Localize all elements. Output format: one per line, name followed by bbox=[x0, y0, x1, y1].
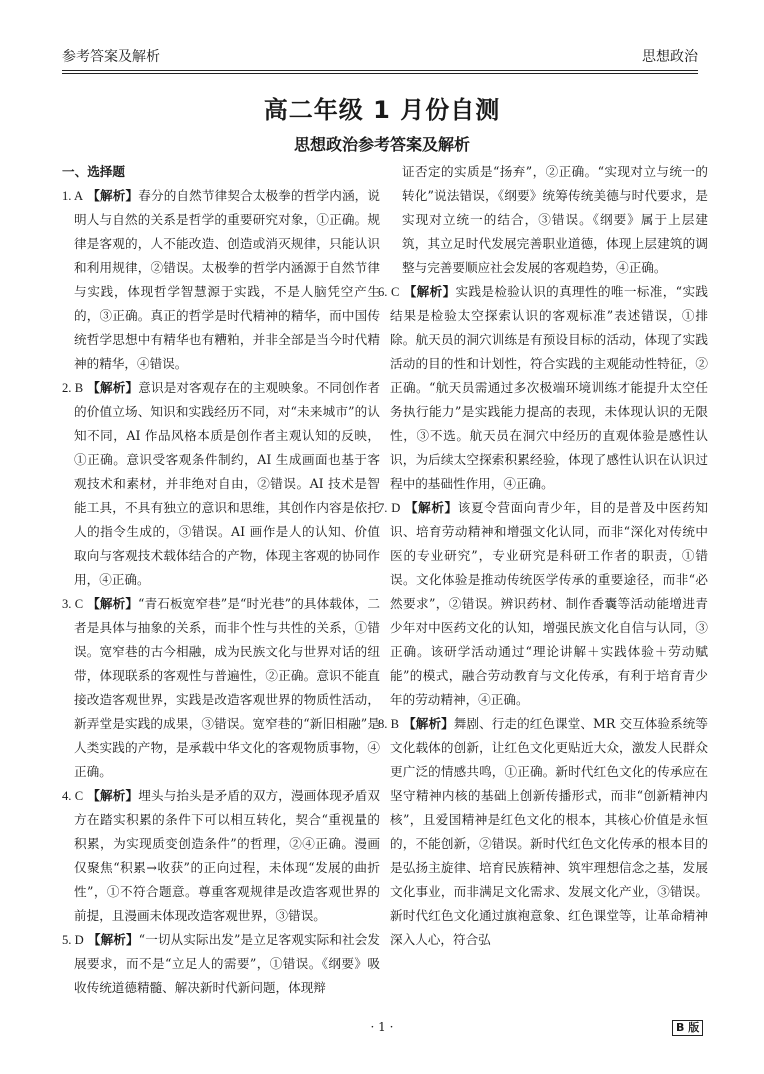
header-right-text: 思想政治 bbox=[642, 49, 698, 65]
left-column bbox=[62, 160, 380, 1000]
answer-text: 实践是检验认识的真理性的唯一标准，“实践结果是检验太空探索认识的客观标准”表述错误，①排除。航天员的洞穴训练是有预设目标的活动，体现了实践活动的目的性和计划性，符合实践的主观能动性特征，②正确。“航天员需通过多次极端环境训练才能提升太空任务执行能力”是实践能力提高的表现，未体现认识的无限性，③不选。航天员在洞穴中经历的直观体验是感性认识，为后续太空探索积累经验，体现了感性认识在认识过程中的基础性作用，④正确。 bbox=[390, 284, 708, 491]
section-heading: 一、选择题 bbox=[62, 164, 125, 179]
header-left-text: 参考答案及解析 bbox=[62, 49, 160, 65]
right-column bbox=[378, 160, 708, 952]
answer-text: 意识是对客观存在的主观映象。不同创作者的价值立场、知识和实践经历不同，对“未来城市”的认知不同，AI 作品风格本质是创作者主观认知的反映，①正确。意识受客观条件制约，AI 生成画面也基于客观技术和素材，并非绝对自由，②错误。AI 技术是智能工具，不具有独立的意识和思维，其创作内容是依托人的指令生成的，③错误。AI 画作是人的认知、价值取向与客观技术载体结合的产物，体现主客观的协同作用，④正确。 bbox=[74, 380, 381, 587]
answer-item-5 bbox=[62, 928, 380, 1000]
answer-item-3 bbox=[62, 592, 380, 784]
header-rule-thin bbox=[62, 73, 698, 74]
answer-item-5-continued: 证否定的实质是“扬弃”，②正确。“实现对立与统一的转化”说法错误，《纲要》统筹传统美德与时代要求，是实现对立统一的结合，③错误。《纲要》属于上层建筑，其立足时代发展完善职业道德，体现上层建筑的调整与完善要顺应社会发展的客观趋势，④正确。 bbox=[402, 164, 708, 275]
analysis-tag: 【解析】 bbox=[403, 284, 456, 299]
page-number: · 1 · bbox=[370, 1020, 394, 1034]
answer-number: 1. A bbox=[62, 189, 84, 203]
answer-text: “一切从实际出发”是立足客观实际和社会发展要求，而不是“立足人的需要”，①错误。《纲要》吸收传统道德精髓、解决新时代新问题，体现辩 bbox=[74, 932, 380, 995]
answer-number: 7. D bbox=[378, 501, 401, 515]
answer-item-7 bbox=[378, 496, 708, 712]
header-rule-thick bbox=[62, 70, 698, 71]
answer-item-6 bbox=[378, 280, 708, 496]
analysis-tag: 【解析】 bbox=[87, 788, 139, 803]
analysis-tag: 【解析】 bbox=[87, 596, 139, 611]
page-header bbox=[62, 46, 698, 66]
edition-badge: B 版 bbox=[672, 1020, 703, 1036]
answer-item-8 bbox=[378, 712, 708, 952]
page-title: 高二年级 1 月份自测 bbox=[263, 96, 501, 124]
answer-item-2 bbox=[62, 376, 380, 592]
answer-number: 2. B bbox=[62, 381, 84, 395]
answer-text: “青石板宽窄巷”是“时光巷”的具体载体，二者是具体与抽象的关系，而非个性与共性的关系，①错误。宽窄巷的古今相融，成为民族文化与世界对话的纽带，体现联系的客观性与普遍性，②正确。意识不能直接改造客观世界，实践是改造客观世界的物质性活动，新弄堂是实践的成果，③错误。宽窄巷的“新旧相融”是人类实践的产物，是承载中华文化的客观物质事物，④正确。 bbox=[74, 596, 380, 779]
page-subtitle: 思想政治参考答案及解析 bbox=[293, 135, 470, 154]
answer-item-1 bbox=[62, 184, 380, 376]
answer-item-4 bbox=[62, 784, 380, 928]
analysis-tag: 【解析】 bbox=[87, 380, 139, 395]
answer-text: 该夏令营面向青少年，目的是普及中医药知识、培育劳动精神和增强文化认同，而非“深化对传统中医的专业研究”，专业研究是科研工作者的职责，①错误。文化体验是推动传统医学传承的重要途径，而非“必然要求”，②错误。辨识药材、制作香囊等活动能增进青少年对中医药文化的认知，增强民族文化自信与认同，③正确。该研学活动通过“理论讲解＋实践体验＋劳动赋能”的模式，融合劳动教育与文化传承，有利于培育青少年的劳动精神，④正确。 bbox=[390, 500, 708, 707]
answer-number: 8. B bbox=[378, 717, 400, 731]
answer-number: 4. C bbox=[62, 789, 84, 803]
answer-text: 春分的自然节律契合太极拳的哲学内涵，说明人与自然的关系是哲学的重要研究对象，①正确。规律是客观的，人不能改造、创造或消灭规律，只能认识和利用规律，②错误。太极拳的哲学内涵源于自然节律与实践，体现哲学智慧源于实践，不是人脑凭空产生的，③正确。真正的哲学是时代精神的精华，而中国传统哲学思想中有精华也有糟粕，并非全部是当今时代精神的精华，④错误。 bbox=[74, 188, 381, 371]
analysis-tag: 【解析】 bbox=[87, 188, 139, 203]
analysis-tag: 【解析】 bbox=[404, 500, 458, 515]
answer-text: 舞剧、行走的红色课堂、MR 交互体验系统等文化载体的创新，让红色文化更贴近大众，激发人民群众更广泛的情感共鸣，①正确。新时代红色文化的传承应在坚守精神内核的基础上创新传播形式，而非“创新精神内核”，且爱国精神是红色文化的根本，其核心价值是永恒的，不能创新，②错误。新时代红色文化传承的根本目的是弘扬主旋律、培育民族精神、筑牢理想信念之基，发展文化事业，而非满足文化需求、发展文化产业，③错误。新时代红色文化通过旗袍意象、红色课堂等，让革命精神深入人心，符合弘 bbox=[390, 716, 708, 947]
answer-text: 埋头与抬头是矛盾的双方，漫画体现矛盾双方在踏实积累的条件下可以相互转化，契合“重视量的积累，为实现质变创造条件”的哲理，②④正确。漫画仅聚焦“积累→收获”的正向过程，未体现“发展的曲折性”，①不符合题意。尊重客观规律是改造客观世界的前提，且漫画未体现改造客观世界，③错误。 bbox=[74, 788, 381, 923]
answer-number: 5. D bbox=[62, 933, 84, 947]
answer-number: 3. C bbox=[62, 597, 84, 611]
analysis-tag: 【解析】 bbox=[87, 932, 139, 947]
answer-number: 6. C bbox=[378, 285, 400, 299]
analysis-tag: 【解析】 bbox=[403, 716, 454, 731]
